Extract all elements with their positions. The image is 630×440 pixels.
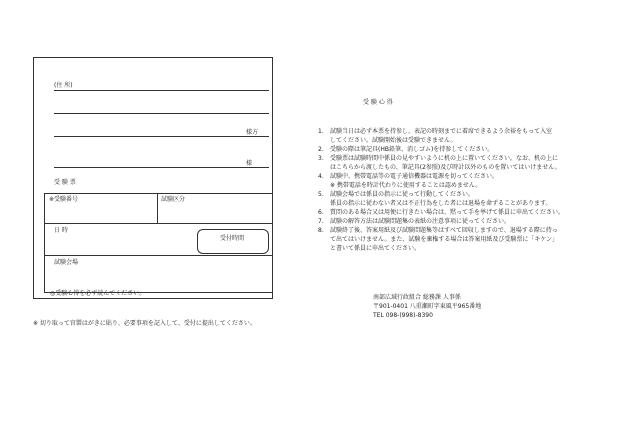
rule-number: 6. (318, 209, 324, 216)
grid-line-2 (44, 223, 273, 224)
reception-time-label: 受付時間 (220, 235, 245, 242)
grid-line-3 (44, 255, 273, 256)
rule-item (318, 127, 628, 145)
admission-card (33, 57, 273, 299)
rule-note: ※ 携帯電話を時計代わりに使用することは認めません。 (330, 182, 482, 189)
rule-text: て出てはいけません。また、試験を棄権する場合は答案用紙及び受験票に「キケン」 (330, 236, 559, 243)
rule-text: 試験終了後、答案用紙及び試験問題集等はすべて回収しますので、退場する際に持っ (330, 227, 558, 234)
rule-number: 5. (318, 191, 324, 198)
rule-text: と書いて係員に申出てください。 (330, 245, 421, 252)
rule-text: はこちらから渡したもの、筆記具(2参照)及び時計以外のものを置いてはいけません。 (330, 164, 561, 171)
card-footer-note: ◎受験心得を必ず読んでください。 (50, 290, 146, 297)
rule-text: 試験当日は必ず本票を持参し、表記の時刻までに着席できるよう余裕をもって入室 (330, 128, 553, 135)
examinee-label: 受 験 票 (54, 179, 76, 186)
rule-text: 試験中、携帯電話等の電子通信機器は電源を切ってください。 (330, 173, 499, 180)
rule-item (318, 226, 628, 253)
grid-line-top (44, 193, 273, 194)
rule-text: 質問のある場合又は用便に行きたい場合は、黙って手を挙げて係員に申出てください。 (330, 209, 565, 216)
contact-block (373, 293, 481, 320)
name-line (54, 167, 269, 168)
contact-tel: TEL 098-(998)-8390 (373, 312, 433, 319)
contact-org: 南部広域行政組合 総務課 人事係 (373, 294, 461, 301)
rule-item (318, 190, 628, 208)
rule-item (318, 154, 628, 172)
date-label: 日 時 (54, 227, 68, 234)
rule-item (318, 217, 628, 226)
exam-category-label: 試験区分 (161, 196, 186, 203)
address-line-1 (54, 90, 269, 91)
address-label: (住 所) (54, 82, 73, 89)
cut-instruction: ※ 切り取って官製はがきに貼り、必要事項を記入して、受付に提出してください。 (33, 320, 256, 327)
venue-label: 試験会場 (54, 259, 79, 266)
rule-number: 2. (318, 146, 324, 153)
rule-item (318, 208, 628, 217)
rule-text: 受験の際は筆記具(HB鉛筆、消しゴム)を持参してください。 (330, 146, 494, 153)
rule-number: 8. (318, 227, 324, 234)
rule-number: 4. (318, 173, 324, 180)
rule-item (318, 172, 628, 181)
rule-number: 3. (318, 155, 324, 162)
exam-number-label: ※受験番号 (49, 196, 79, 203)
rules-title: 受 験 心 得 (363, 99, 393, 106)
rule-text: してください。試験開始後は受験できません。 (330, 137, 457, 144)
rule-number: 1. (318, 128, 324, 135)
rules-list (318, 127, 628, 253)
rule-text: 試験会場では係員の指示に従って行動してください。 (330, 191, 475, 198)
katagata-label: 様方 (246, 129, 259, 136)
rule-number: 7. (318, 218, 324, 225)
grid-line-middle (157, 193, 158, 223)
rule-item (318, 145, 628, 154)
rule-text: 受験票は試験時間中係員の見やすいように机の上に置いてください。なお、机の上に (330, 155, 559, 162)
reception-time-box (197, 229, 269, 254)
address-line-3 (54, 136, 269, 137)
grid-line-left (44, 193, 45, 293)
address-line-2 (54, 113, 269, 114)
sama-label: 様 (246, 160, 253, 167)
rule-text: 係員の指示に従わない者又は不正行為をした者には退場を命ずることがあります。 (330, 200, 552, 207)
contact-address: 〒901-0401 八重瀬町字東風平965番地 (373, 303, 482, 310)
rule-text: 試験の解答方法は試験問題集の表紙の注意事項に従ってください。 (330, 218, 511, 225)
